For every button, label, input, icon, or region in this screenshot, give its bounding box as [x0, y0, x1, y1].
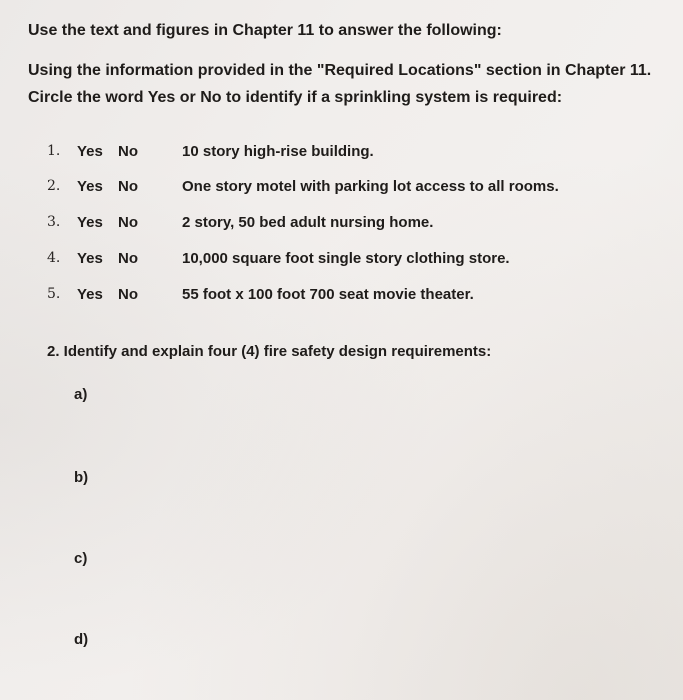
question-number: 3.	[47, 214, 61, 230]
question-2-prompt: 2. Identify and explain four (4) fire safety design requirements:	[47, 343, 492, 360]
question-text: 10 story high-rise building.	[182, 143, 374, 160]
question-number: 4.	[47, 250, 61, 266]
question-number: 1.	[47, 143, 61, 159]
no-option[interactable]: No	[118, 250, 138, 267]
yes-option[interactable]: Yes	[77, 214, 103, 231]
question-row-2	[0, 178, 683, 198]
yes-option[interactable]: Yes	[77, 178, 103, 195]
no-option[interactable]: No	[118, 143, 138, 160]
question-row-1	[0, 143, 683, 163]
question-number: 2.	[47, 178, 61, 194]
yes-option[interactable]: Yes	[77, 286, 103, 303]
answer-label-a: a)	[74, 386, 88, 403]
instruction-line-2: Circle the word Yes or No to identify if a sprinkling system is required:	[28, 89, 563, 106]
yes-option[interactable]: Yes	[77, 143, 103, 160]
question-text: One story motel with parking lot access to all rooms.	[182, 178, 559, 195]
question-row-4	[0, 250, 683, 270]
no-option[interactable]: No	[118, 178, 138, 195]
no-option[interactable]: No	[118, 214, 138, 231]
yes-option[interactable]: Yes	[77, 250, 103, 267]
question-row-5	[0, 286, 683, 306]
question-text: 10,000 square foot single story clothing store.	[182, 250, 510, 267]
instruction-line-1: Using the information provided in the "Required Locations" section in Chapter 11.	[28, 62, 652, 79]
answer-label-b: b)	[74, 469, 89, 486]
question-row-3	[0, 214, 683, 234]
answer-label-c: c)	[74, 550, 88, 567]
question-number: 5.	[47, 286, 61, 302]
answer-label-d: d)	[74, 631, 89, 648]
question-text: 2 story, 50 bed adult nursing home.	[182, 214, 434, 231]
no-option[interactable]: No	[118, 286, 138, 303]
question-text: 55 foot x 100 foot 700 seat movie theater.	[182, 286, 474, 303]
worksheet-title: Use the text and figures in Chapter 11 to answer the following:	[28, 22, 502, 39]
